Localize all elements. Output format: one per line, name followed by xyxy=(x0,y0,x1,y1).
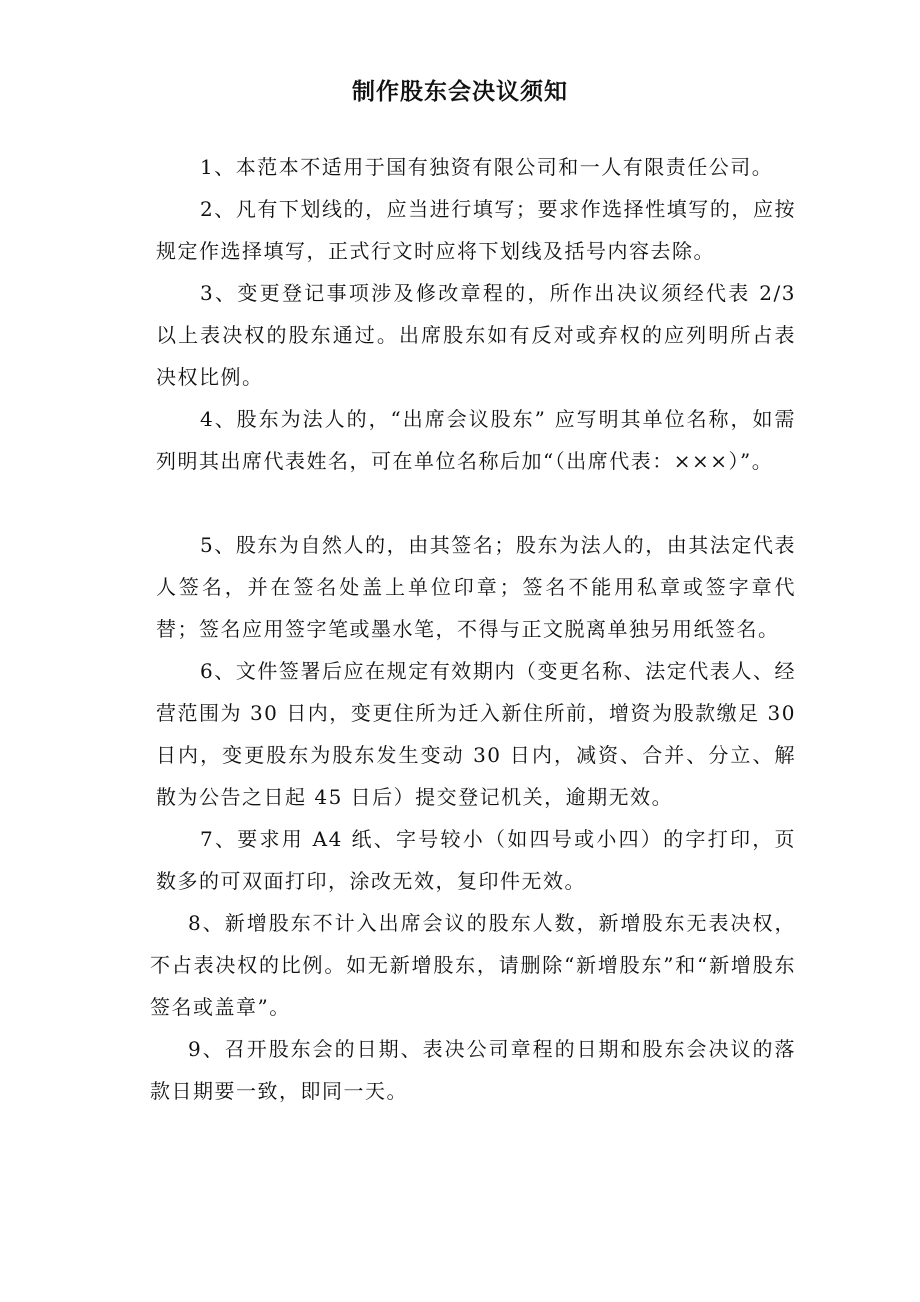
notice-item-1: 1、本范本不适用于国有独资有限公司和一人有限责任公司。 xyxy=(200,155,774,179)
notice-item-3: 3、变更登记事项涉及修改章程的，所作出决议须经代表 2/3 以上表决权的股东通过。出席股东如有反对或弃权的应列明所占表决权比例。 xyxy=(156,281,796,389)
notice-item-8: 8、新增股东不计入出席会议的股东人数，新增股东无表决权，不占表决权的比例。如无新增股东，请删除“新增股东”和“新增股东签名或盖章”。 xyxy=(150,911,796,1019)
notice-item-6: 6、文件签署后应在规定有效期内（变更名称、法定代表人、经营范围为 30 日内，变更住所为迁入新住所前，增资为股款缴足 30 日内，变更股东为股东发生变动 30 日内，减资、合并、分立、解散为公告之日起 45 日后）提交登记机关，逾期无效。 xyxy=(156,659,796,809)
notice-item-9: 9、召开股东会的日期、表决公司章程的日期和股东会决议的落款日期要一致，即同一天。 xyxy=(150,1037,796,1103)
notice-item-2: 2、凡有下划线的，应当进行填写；要求作选择性填写的，应按规定作选择填写，正式行文时应将下划线及括号内容去除。 xyxy=(156,197,796,263)
notice-item-7: 7、要求用 A4 纸、字号较小（如四号或小四）的字打印，页数多的可双面打印，涂改无效，复印件无效。 xyxy=(156,827,796,893)
page-title: 制作股东会决议须知 xyxy=(352,79,568,105)
notice-item-4: 4、股东为法人的，“出席会议股东” 应写明其单位名称，如需列明其出席代表姓名，可在单位名称后加“（出席代表：×××）”。 xyxy=(156,407,796,473)
notice-item-5: 5、股东为自然人的，由其签名；股东为法人的，由其法定代表人签名，并在签名处盖上单位印章；签名不能用私章或签字章代替；签名应用签字笔或墨水笔，不得与正文脱离单独另用纸签名。 xyxy=(156,533,796,641)
